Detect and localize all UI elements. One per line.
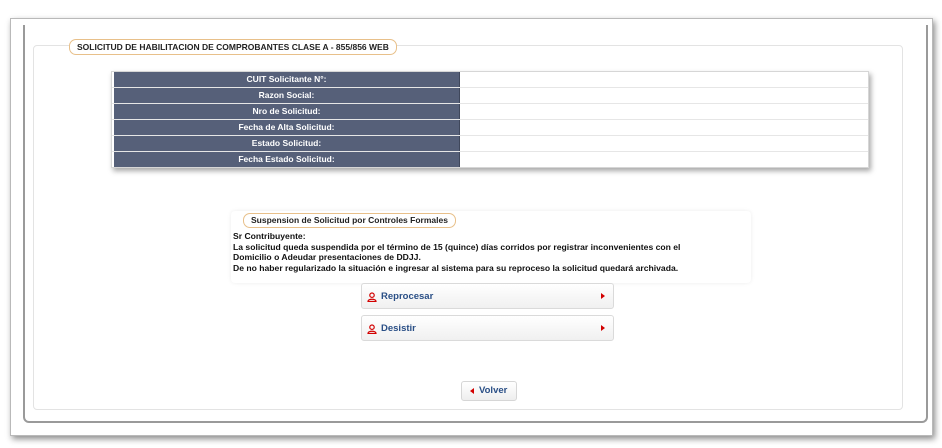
info-label: CUIT Solicitante N°: xyxy=(114,72,460,87)
arrow-right-icon xyxy=(601,293,605,299)
info-label: Razon Social: xyxy=(114,88,460,103)
info-row-nro-solicitud xyxy=(112,104,868,120)
info-row-fecha-alta xyxy=(112,120,868,136)
info-row-razon-social xyxy=(112,88,868,104)
info-label: Estado Solicitud: xyxy=(114,136,460,151)
reprocesar-button[interactable] xyxy=(361,283,614,309)
desistir-label: Desistir xyxy=(381,323,416,334)
notice-line: Sr Contribuyente: xyxy=(233,231,306,241)
info-value xyxy=(460,88,868,103)
info-row-estado xyxy=(112,136,868,152)
volver-label: Volver xyxy=(479,385,508,396)
arrow-right-icon xyxy=(601,325,605,331)
info-value xyxy=(460,152,868,167)
reprocesar-label: Reprocesar xyxy=(381,291,434,302)
volver-button[interactable] xyxy=(461,381,517,401)
notice-title: Suspension de Solicitud por Controles Formales xyxy=(243,213,456,228)
user-icon xyxy=(367,292,377,302)
info-value xyxy=(460,120,868,135)
arrow-left-icon xyxy=(470,388,474,394)
desistir-button[interactable] xyxy=(361,315,614,341)
notice-line: De no haber regularizado la situación e ingresar al sistema para su reproceso la solicitud quedará archivada. xyxy=(233,262,679,273)
info-label: Nro de Solicitud: xyxy=(114,104,460,119)
info-row-fecha-estado xyxy=(112,152,868,167)
user-icon xyxy=(367,324,377,334)
form-title: SOLICITUD DE HABILITACION DE COMPROBANTES CLASE A - 855/856 WEB xyxy=(69,39,397,55)
notice-body xyxy=(233,231,748,273)
info-value xyxy=(460,104,868,119)
info-table xyxy=(111,71,869,168)
suspension-notice xyxy=(231,211,751,283)
notice-line: La solicitud queda suspendida por el término de 15 (quince) días corridos por registrar inconvenientes con el xyxy=(233,241,681,252)
info-value xyxy=(460,72,868,87)
browser-window xyxy=(10,18,933,436)
info-label: Fecha de Alta Solicitud: xyxy=(114,120,460,135)
info-row-cuit xyxy=(112,72,868,88)
info-label: Fecha Estado Solicitud: xyxy=(114,152,460,167)
notice-line: Domicilio o Adeudar presentaciones de DDJJ. xyxy=(233,252,421,262)
info-value xyxy=(460,136,868,151)
